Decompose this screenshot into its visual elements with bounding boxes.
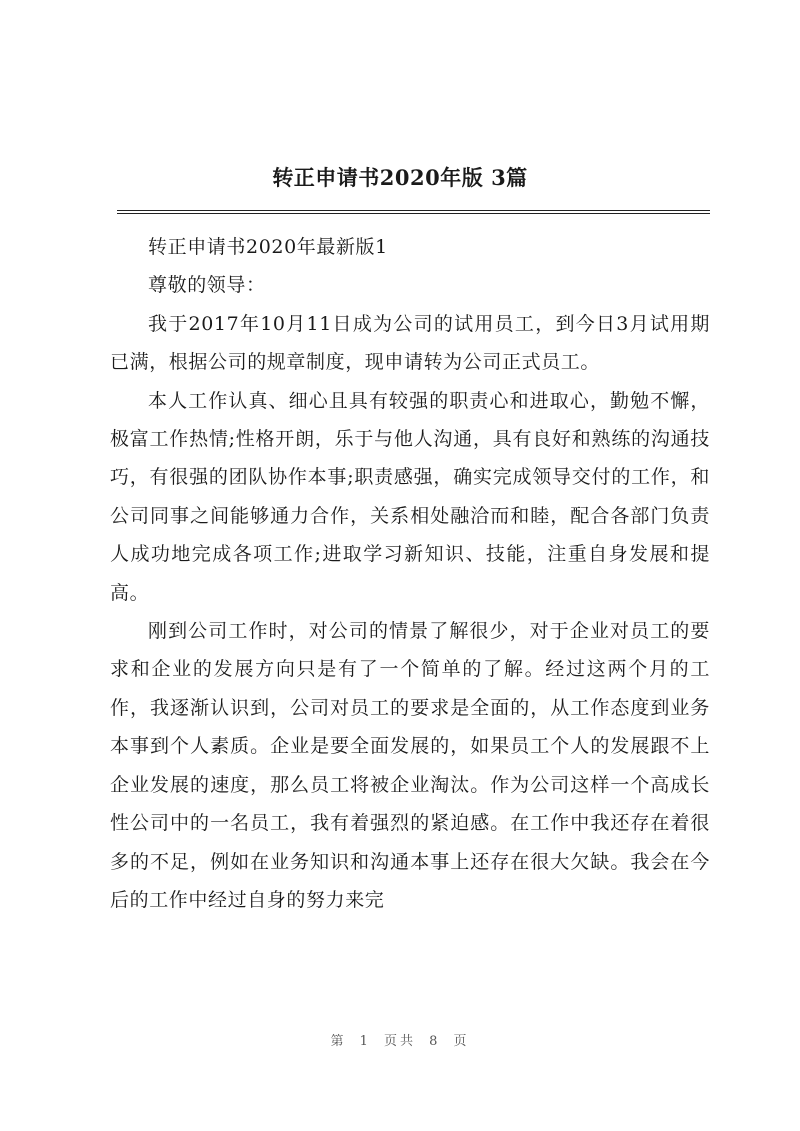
document-title: 转正申请书2020年版 3篇 <box>272 165 528 190</box>
body-paragraph: 本人工作认真、细心且具有较强的职责心和进取心，勤勉不懈，极富工作热情;性格开朗，乐于与他人沟通，具有良好和熟练的沟通技巧，有很强的团队协作本事;职责感强，确实完成领导交付的工作，和公司同事之间能够通力合作，关系相处融洽而和睦，配合各部门负责人成功地完成各项工作;进取学习新知识、技能，注重自身发展和提高。 <box>110 389 710 604</box>
body-paragraph: 刚到公司工作时，对公司的情景了解很少，对于企业对员工的要求和企业的发展方向只是有了一个简单的了解。经过这两个月的工作，我逐渐认识到，公司对员工的要求是全面的，从工作态度到业务本事到个人素质。企业是要全面发展的，如果员工个人的发展跟不上企业发展的速度，那么员工将被企业淘汰。作为公司这样一个高成长性公司中的一名员工，我有着强烈的紧迫感。在工作中我还存在着很多的不足，例如在业务知识和沟通本事上还存在很大欠缺。我会在今后的工作中经过自身的努力来完 <box>110 620 710 911</box>
title-divider <box>117 210 710 214</box>
page-number-footer: 第 1 页共 8 页 <box>330 1034 470 1049</box>
salutation: 尊敬的领导： <box>148 274 266 297</box>
document-body <box>110 228 710 919</box>
section-heading: 转正申请书2020年最新版1 <box>148 236 388 258</box>
body-paragraph: 我于2017年10月11日成为公司的试用员工，到今日3月试用期已满，根据公司的规章制度，现申请转为公司正式员工。 <box>110 312 710 374</box>
